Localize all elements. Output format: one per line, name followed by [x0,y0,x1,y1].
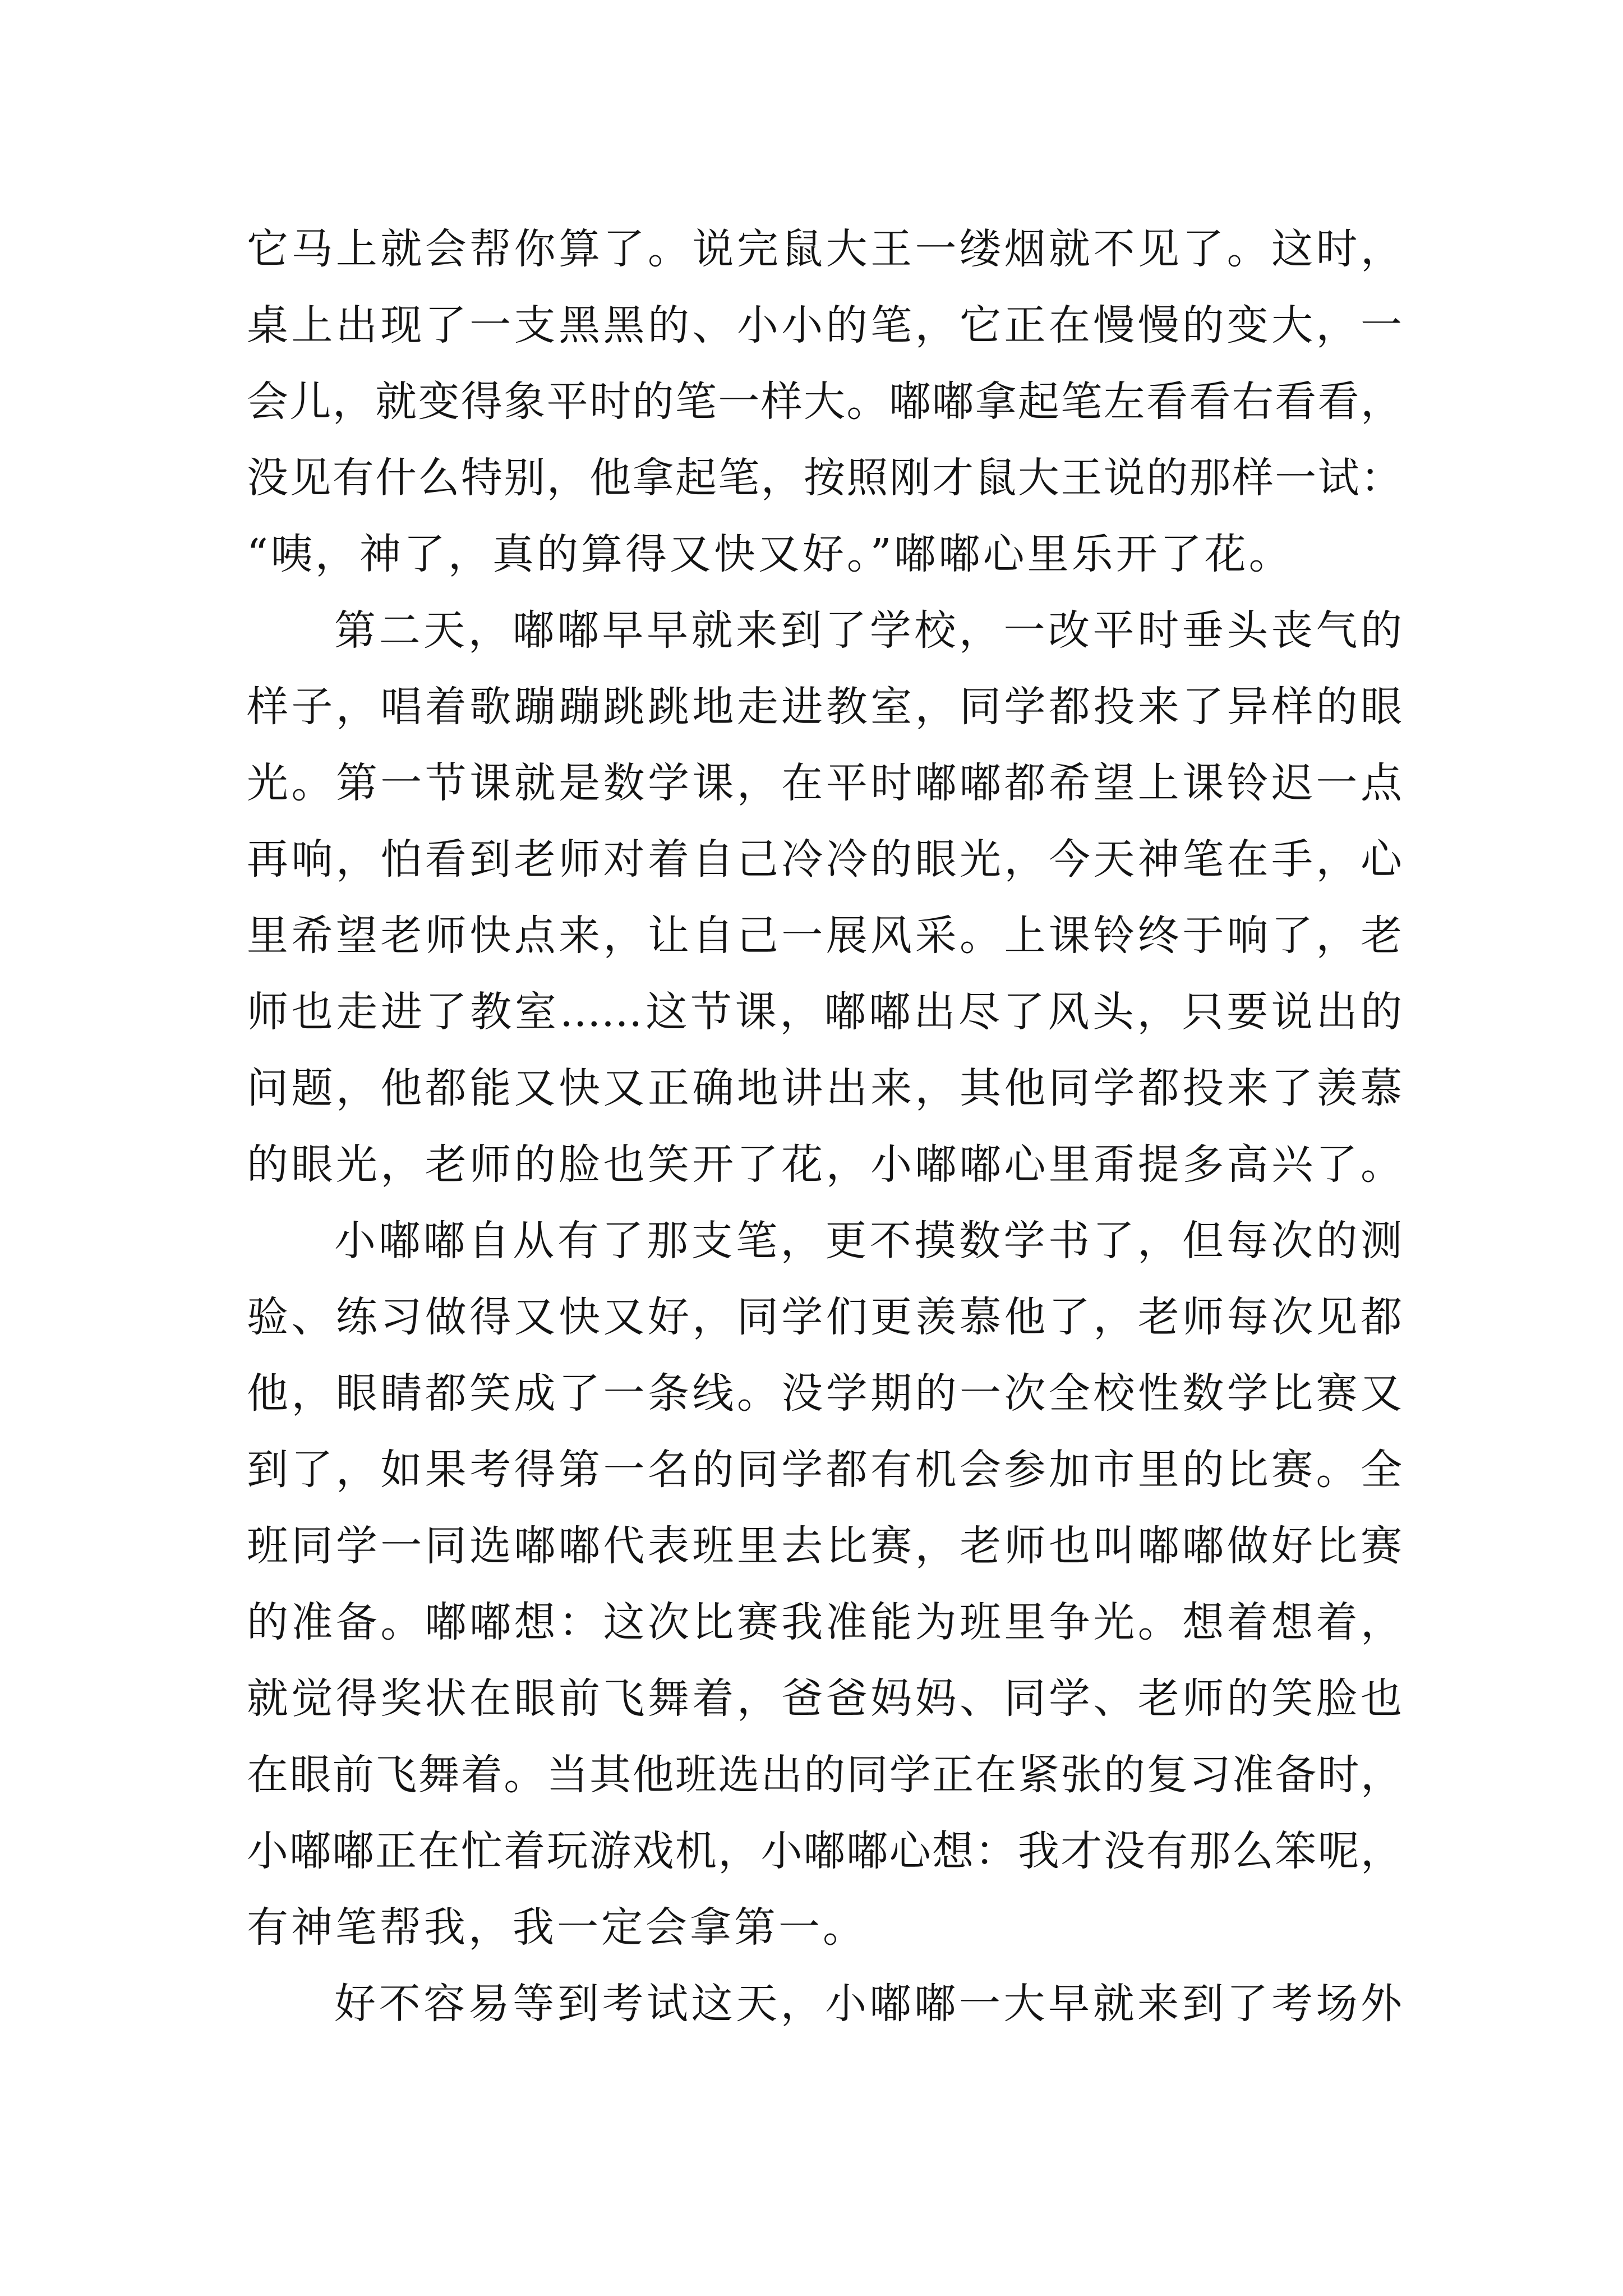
text-line: 里希望老师快点来，让自己一展风采。上课铃终于响了，老 [247,912,1402,960]
text-line: 它马上就会帮你算了。说完鼠大王一缕烟就不见了。这时， [247,225,1402,273]
document-body [247,211,1402,2042]
text-line: 的准备。嘟嘟想：这次比赛我准能为班里争光。想着想着， [247,1598,1402,1646]
text-line: 第二天，嘟嘟早早就来到了学校，一改平时垂头丧气的 [334,606,1402,655]
text-line: 桌上出现了一支黑黑的、小小的笔，它正在慢慢的变大，一 [247,301,1402,349]
text-line: 会儿，就变得象平时的笔一样大。嘟嘟拿起笔左看看右看看， [247,378,1402,426]
paragraph [247,592,1402,1203]
text-line: 再响，怕看到老师对着自己冷冷的眼光，今天神笔在手，心 [247,835,1402,884]
text-line: 小嘟嘟自从有了那支笔，更不摸数学书了，但每次的测 [334,1217,1402,1265]
text-line: 班同学一同选嘟嘟代表班里去比赛，老师也叫嘟嘟做好比赛 [247,1522,1402,1570]
text-line: 光。第一节课就是数学课，在平时嘟嘟都希望上课铃迟一点 [247,759,1402,807]
text-line: 师也走进了教室……这节课，嘟嘟出尽了风头，只要说出的 [247,988,1402,1036]
text-line: 的眼光，老师的脸也笑开了花，小嘟嘟心里甭提多高兴了。 [247,1140,1402,1189]
paragraph [247,211,1402,592]
text-line: 到了，如果考得第一名的同学都有机会参加市里的比赛。全 [247,1446,1402,1494]
text-line: 好不容易等到考试这天，小嘟嘟一大早就来到了考场外 [334,1980,1402,2028]
text-line: 在眼前飞舞着。当其他班选出的同学正在紧张的复习准备时， [247,1751,1402,1799]
text-line: 小嘟嘟正在忙着玩游戏机，小嘟嘟心想：我才没有那么笨呢， [247,1827,1402,1875]
paragraph [247,1203,1402,1966]
paragraph [247,1966,1402,2042]
text-line: 样子，唱着歌蹦蹦跳跳地走进教室，同学都投来了异样的眼 [247,683,1402,731]
text-line: 有神笔帮我，我一定会拿第一。 [247,1903,867,1952]
text-line: 问题，他都能又快又正确地讲出来，其他同学都投来了羡慕 [247,1064,1402,1112]
text-line: 就觉得奖状在眼前飞舞着，爸爸妈妈、同学、老师的笑脸也 [247,1674,1402,1723]
text-line: “咦，神了，真的算得又快又好。”嘟嘟心里乐开了花。 [247,530,1293,578]
text-line: 他，眼睛都笑成了一条线。没学期的一次全校性数学比赛又 [247,1369,1402,1418]
text-line: 没见有什么特别，他拿起笔，按照刚才鼠大王说的那样一试： [247,454,1402,502]
text-line: 验、练习做得又快又好，同学们更羡慕他了，老师每次见都 [247,1293,1402,1341]
